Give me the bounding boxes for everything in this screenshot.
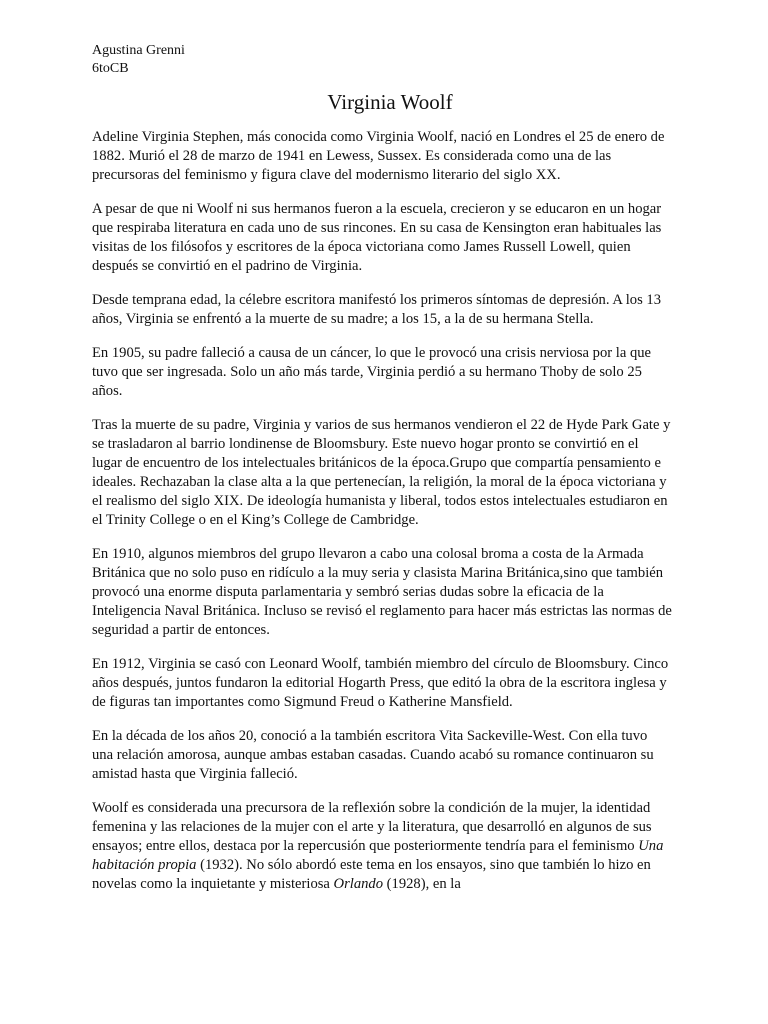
- author-name: Agustina Grenni: [92, 43, 185, 58]
- paragraph: En la década de los años 20, conoció a la también escritora Vita Sackeville-West. Con ella tuvo una relación amorosa, aunque ambas estaban casadas. Cuando acabó su romance continuaron su amistad hasta que Virginia falleció.: [92, 728, 654, 782]
- paragraph: Tras la muerte de su padre, Virginia y varios de sus hermanos vendieron el 22 de Hyde Park Gate y se trasladaron al barrio londinense de Bloomsbury. Este nuevo hogar pronto se convirtió en el lugar de encuentro de los intelectuales británicos de la época.Grupo que compartía pensamiento e ideales. Rechazaban la clase alta a la que pertenecían, la religión, la moral de la época victoriana y el realismo del siglo XIX. De ideología humanista y liberal, todos estos intelectuales estudiaron en el Trinity College o en el King’s College de Cambridge.: [92, 417, 671, 528]
- class-label: 6toCB: [92, 61, 129, 76]
- paragraph-text: Woolf es considerada una precursora de la reflexión sobre la condición de la mujer, la identidad femenina y las relaciones de la mujer con el arte y la literatura, que desarrolló en algunos de sus ensayos; entre ellos, destaca por la repercusión que posteriormente tendría para el feminismo: [92, 800, 652, 854]
- paragraph: En 1905, su padre falleció a causa de un cáncer, lo que le provocó una crisis nerviosa por la que tuvo que ser ingresada. Solo un año más tarde, Virginia perdió a su hermano Thoby de solo 25 años.: [92, 345, 652, 399]
- document-header: [92, 42, 185, 78]
- document-body: [92, 128, 672, 909]
- page-title: Virginia Woolf: [327, 90, 453, 114]
- paragraph: En 1910, algunos miembros del grupo llevaron a cabo una colosal broma a costa de la Armada Británica que no solo puso en ridículo a la muy seria y clasista Marina Británica,sino que también provocó una enorme disputa parlamentaria y sembró serias dudas sobre la eficacia de la Inteligencia Naval Británica. Incluso se revisó el reglamento para hacer más estrictas las normas de seguridad a partir de entonces.: [92, 546, 672, 638]
- paragraph: Desde temprana edad, la célebre escritora manifestó los primeros síntomas de depresión. A los 13 años, Virginia se enfrentó a la muerte de su madre; a los 15, a la de su hermana Stella.: [92, 292, 661, 327]
- paragraph: Adeline Virginia Stephen, más conocida como Virginia Woolf, nació en Londres el 25 de enero de 1882. Murió el 28 de marzo de 1941 en Lewess, Sussex. Es considerada como una de las precursoras del feminismo y figura clave del modernismo literario del siglo XX.: [92, 129, 665, 183]
- paragraph: En 1912, Virginia se casó con Leonard Woolf, también miembro del círculo de Bloomsbury. Cinco años después, juntos fundaron la editorial Hogarth Press, que editó la obra de la escritora inglesa y de figuras tan importantes como Sigmund Freud o Katherine Mansfield.: [92, 656, 669, 710]
- paragraph-text: (1932). No sólo abordó este tema en los ensayos, sino que también lo hizo en novelas como la inquietante y misteriosa: [92, 857, 651, 892]
- paragraph-last: [92, 799, 672, 894]
- book-title: Una habitación propia: [92, 838, 664, 873]
- paragraph: A pesar de que ni Woolf ni sus hermanos fueron a la escuela, crecieron y se educaron en un hogar que respiraba literatura en cada uno de sus rincones. En su casa de Kensington eran habituales las visitas de los filósofos y escritores de la época victoriana como James Russell Lowell, quien después se convirtió en el padrino de Virginia.: [92, 201, 662, 274]
- book-title: Orlando: [333, 876, 384, 892]
- paragraph-text: (1928), en la: [383, 876, 461, 892]
